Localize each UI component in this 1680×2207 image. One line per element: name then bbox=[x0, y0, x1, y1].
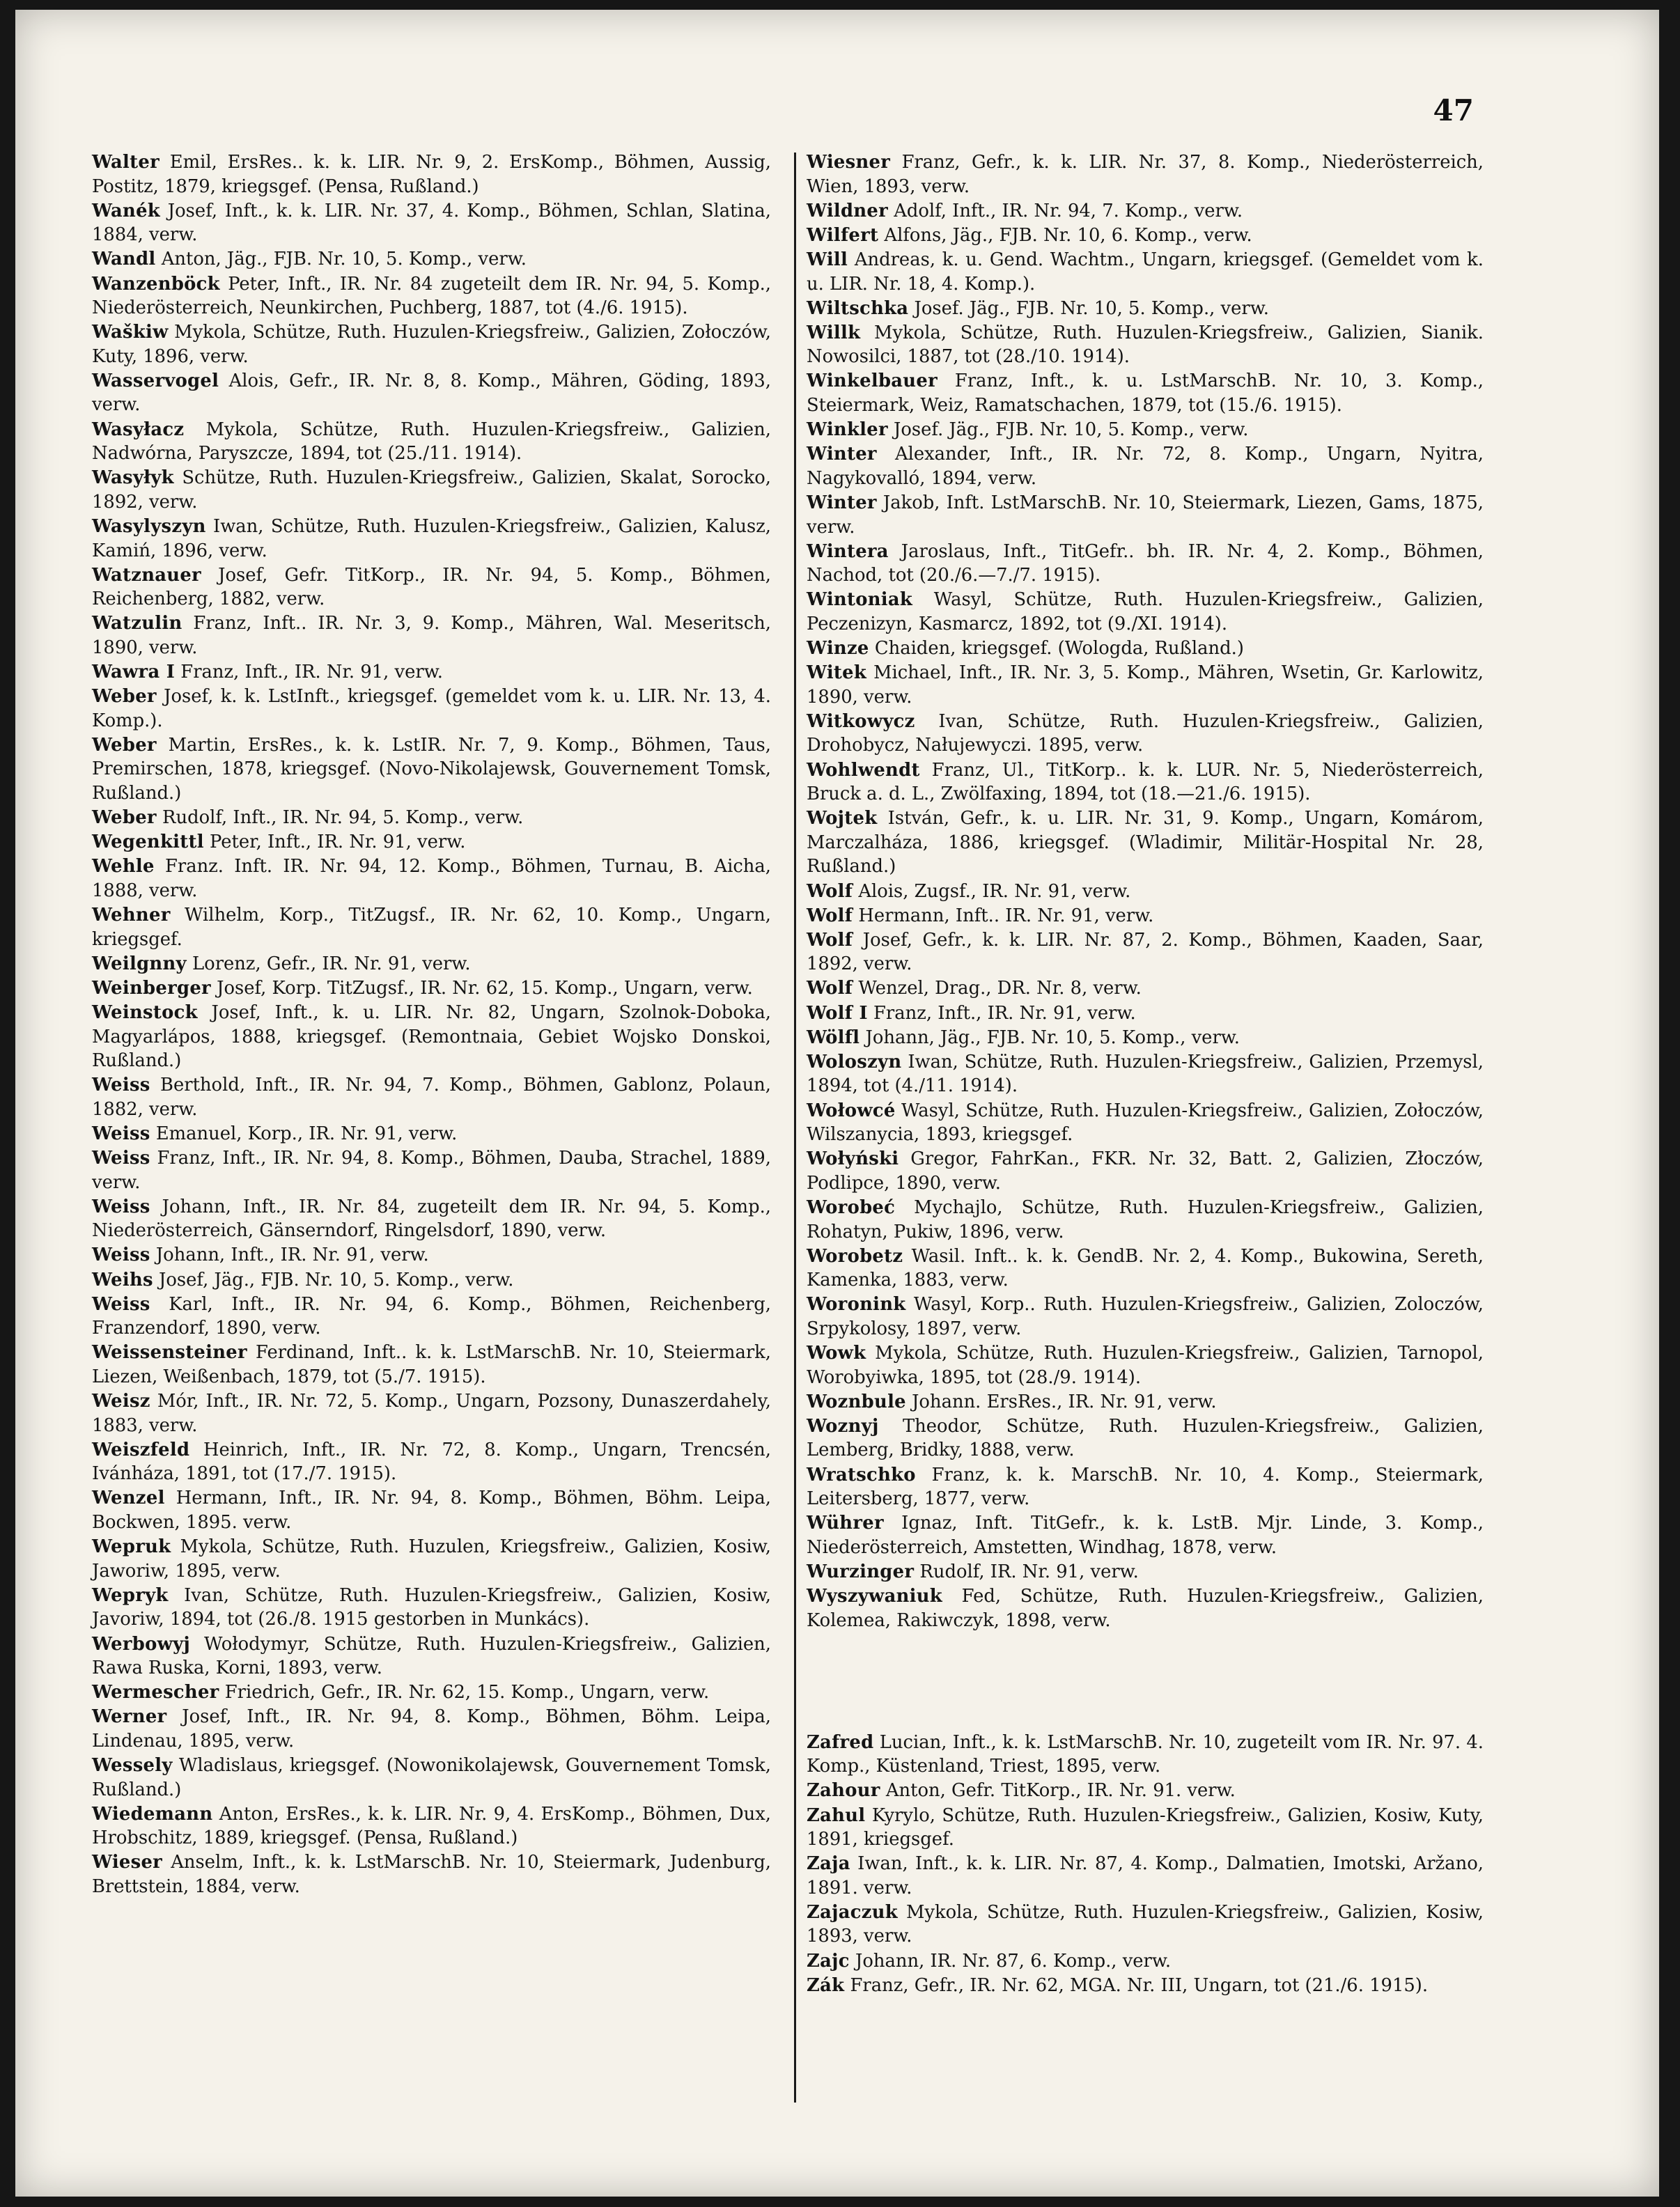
register-entry bbox=[92, 806, 771, 830]
entry-surname: Wepruk bbox=[92, 1536, 171, 1558]
entry-details: Ferdinand, Inft.. k. k. LstMarschB. Nr. 10, Steiermark, Liezen, Weißenbach, 1879, tot (5./7. 1915). bbox=[92, 1342, 771, 1387]
entry-details: Franz. Inft. IR. Nr. 94, 12. Komp., Böhmen, Turnau, B. Aicha, 1888, verw. bbox=[92, 856, 771, 901]
register-entry bbox=[807, 1804, 1484, 1852]
entry-surname: Wolf bbox=[807, 880, 853, 902]
register-entry bbox=[92, 903, 771, 951]
entry-details: Gregor, FahrKan., FKR. Nr. 32, Batt. 2, Galizien, Złoczów, Podlipce, 1890, verw. bbox=[807, 1148, 1484, 1194]
entry-details: Andreas, k. u. Gend. Wachtm., Ungarn, kriegsgef. (Gemeldet vom k. u. LIR. Nr. 18, 4. Komp.). bbox=[807, 249, 1484, 295]
entry-details: Johann, Inft., IR. Nr. 84, zugeteilt dem IR. Nr. 94, 5. Komp., Niederösterreich, Gänserndorf, Ringelsdorf, 1890, verw. bbox=[92, 1196, 771, 1242]
entry-surname: Waškiw bbox=[92, 322, 169, 343]
register-entry bbox=[92, 1802, 771, 1850]
entry-surname: Wilfert bbox=[807, 224, 879, 246]
entry-surname: Wasylyszyn bbox=[92, 515, 206, 537]
register-entry bbox=[807, 710, 1484, 758]
entry-surname: Weber bbox=[92, 686, 157, 708]
entry-details: Franz, Inft., k. u. LstMarschB. Nr. 10, 3. Komp., Steiermark, Weiz, Ramatschachen, 1879, tot (15./6. 1915). bbox=[807, 371, 1484, 416]
entry-surname: Wasservogel bbox=[92, 370, 219, 391]
entry-details: Wołodymyr, Schütze, Ruth. Huzulen-Kriegsfreiw., Galizien, Rawa Ruska, Korni, 1893, verw. bbox=[92, 1633, 771, 1679]
register-entry bbox=[807, 1901, 1484, 1949]
entry-details: Michael, Inft., IR. Nr. 3, 5. Komp., Mähren, Wsetin, Gr. Karlowitz, 1890, verw. bbox=[807, 662, 1484, 708]
entry-details: Mychajlo, Schütze, Ruth. Huzulen-Kriegsfreiw., Galizien, Rohatyn, Pukiw, 1896, verw. bbox=[807, 1196, 1484, 1242]
entry-surname: Wintera bbox=[807, 540, 889, 562]
entry-surname: Weisz bbox=[92, 1391, 150, 1412]
entry-details: Fed, Schütze, Ruth. Huzulen-Kriegsfreiw., Galizien, Kolemea, Rakiwczyk, 1898, verw. bbox=[807, 1586, 1484, 1631]
register-entry bbox=[807, 321, 1484, 369]
register-entry bbox=[92, 1122, 771, 1146]
entry-details: Hermann, Inft., IR. Nr. 94, 8. Komp., Böhmen, Böhm. Leipa, Bockwen, 1895. verw. bbox=[92, 1488, 771, 1534]
entry-details: Martin, ErsRes., k. k. LstIR. Nr. 7, 9. Komp., Böhmen, Taus, Premirschen, 1878, kriegsgef. (Novo-Nikolajewsk, Gouvernement Tomsk, Rußland.) bbox=[92, 734, 771, 804]
entry-surname: Wohlwendt bbox=[807, 759, 920, 781]
entry-surname: Wołowcé bbox=[807, 1100, 896, 1121]
register-entry bbox=[807, 758, 1484, 806]
entry-surname: Witkowycz bbox=[807, 710, 915, 732]
entry-surname: Winkler bbox=[807, 419, 888, 441]
register-entry bbox=[92, 418, 771, 466]
entry-surname: Woloszyn bbox=[807, 1051, 902, 1073]
register-entry bbox=[807, 1001, 1484, 1026]
page-number: 47 bbox=[1433, 93, 1474, 127]
entry-surname: Wehner bbox=[92, 905, 171, 926]
register-entry bbox=[807, 588, 1484, 636]
register-entry bbox=[92, 685, 771, 733]
entry-surname: Weissensteiner bbox=[92, 1342, 247, 1364]
register-entry bbox=[92, 247, 771, 272]
register-entry bbox=[92, 1680, 771, 1705]
entry-details: Josef. Jäg., FJB. Nr. 10, 5. Komp., verw. bbox=[887, 419, 1249, 441]
entry-details: Iwan, Schütze, Ruth. Huzulen-Kriegsfreiw., Galizien, Kalusz, Kamiń, 1896, verw. bbox=[92, 515, 771, 561]
entry-surname: Weinberger bbox=[92, 977, 211, 999]
entry-surname: Zahour bbox=[807, 1780, 880, 1802]
register-entry bbox=[807, 1584, 1484, 1632]
entry-surname: Will bbox=[807, 249, 848, 270]
entry-surname: Werner bbox=[92, 1706, 167, 1728]
entry-surname: Zafred bbox=[807, 1731, 874, 1753]
entry-surname: Witek bbox=[807, 662, 867, 684]
entry-details: Jakob, Inft. LstMarschB. Nr. 10, Steiermark, Liezen, Gams, 1875, verw. bbox=[807, 492, 1484, 538]
entry-surname: Weiss bbox=[92, 1196, 150, 1217]
entry-details: Lucian, Inft., k. k. LstMarschB. Nr. 10, zugeteilt vom IR. Nr. 97. 4. Komp., Küstenland, Triest, 1895, verw. bbox=[807, 1731, 1484, 1777]
entry-surname: Zák bbox=[807, 1974, 845, 1996]
register-entry bbox=[807, 880, 1484, 904]
entry-details: Johann, Inft., IR. Nr. 91, verw. bbox=[150, 1245, 429, 1266]
register-entry bbox=[92, 660, 771, 685]
entry-details: Schütze, Ruth. Huzulen-Kriegsfreiw., Galizien, Skalat, Sorocko, 1892, verw. bbox=[92, 467, 771, 513]
register-entry bbox=[807, 418, 1484, 442]
entry-details: Emil, ErsRes.. k. k. LIR. Nr. 9, 2. ErsKomp., Böhmen, Aussig, Postitz, 1879, kriegsgef. (Pensa, Rußland.) bbox=[92, 152, 771, 197]
entry-surname: Wolf bbox=[807, 905, 853, 926]
register-entry bbox=[807, 1779, 1484, 1803]
entry-details: Peter, Inft., IR. Nr. 84 zugeteilt dem IR. Nr. 94, 5. Komp., Niederösterreich, Neunkirchen, Puchberg, 1887, tot (4./6. 1915). bbox=[92, 273, 771, 319]
entry-details: Josef, Korp. TitZugsf., IR. Nr. 62, 15. Komp., Ungarn, verw. bbox=[210, 977, 753, 999]
entry-surname: Watzulin bbox=[92, 613, 182, 634]
entry-surname: Weiss bbox=[92, 1075, 150, 1096]
right-z-entries bbox=[807, 1731, 1484, 1998]
register-entry bbox=[807, 297, 1484, 321]
entry-details: Franz, Gefr., IR. Nr. 62, MGA. Nr. III, Ungarn, tot (21./6. 1915). bbox=[844, 1974, 1429, 1996]
entry-details: István, Gefr., k. u. LIR. Nr. 31, 9. Komp., Ungarn, Komárom, Marczalháza, 1886, kriegsgef. (Wladimir, Militär-Hospital Nr. 28, Rußland.) bbox=[807, 808, 1484, 878]
entry-surname: Wawra I bbox=[92, 662, 176, 683]
entry-surname: Worobetz bbox=[807, 1245, 903, 1267]
entry-surname: Zahul bbox=[807, 1804, 866, 1826]
entry-surname: Wowk bbox=[807, 1343, 866, 1364]
entry-details: Iwan, Schütze, Ruth. Huzulen-Kriegsfreiw., Galizien, Przemysl, 1894, tot (4./11. 1914). bbox=[807, 1051, 1484, 1097]
register-entry bbox=[807, 1341, 1484, 1389]
entry-surname: Winter bbox=[807, 492, 877, 513]
entry-details: Franz, Inft., IR. Nr. 94, 8. Komp., Böhmen, Dauba, Strachel, 1889, verw. bbox=[92, 1148, 771, 1193]
entry-surname: Weiss bbox=[92, 1245, 150, 1266]
entry-details: Josef, Gefr. TitKorp., IR. Nr. 94, 5. Komp., Böhmen, Reichenberg, 1882, verw. bbox=[92, 564, 771, 610]
register-entry bbox=[807, 224, 1484, 248]
register-entry bbox=[807, 1414, 1484, 1463]
entry-surname: Zajaczuk bbox=[807, 1901, 898, 1923]
right-column bbox=[807, 150, 1484, 1998]
entry-surname: Werbowyj bbox=[92, 1633, 191, 1655]
entry-surname: Wildner bbox=[807, 200, 889, 221]
register-entry bbox=[92, 733, 771, 806]
entry-details: Anton, Gefr. TitKorp., IR. Nr. 91. verw. bbox=[880, 1780, 1236, 1802]
entry-surname: Wanék bbox=[92, 200, 160, 221]
register-entry bbox=[92, 272, 771, 320]
entry-details: Mykola, Schütze, Ruth. Huzulen-Kriegsfreiw., Galizien, Kosiw, 1893, verw. bbox=[807, 1901, 1484, 1947]
register-entry bbox=[92, 1341, 771, 1389]
entry-details: Mykola, Schütze, Ruth. Huzulen-Kriegsfreiw., Galizien, Nadwórna, Paryszcze, 1894, tot (25./11. 1914). bbox=[92, 419, 771, 465]
entry-details: Franz, Ul., TitKorp.. k. k. LUR. Nr. 5, Niederösterreich, Bruck a. d. L., Zwölfaxing, 1894, tot (18.—21./6. 1915). bbox=[807, 759, 1484, 805]
right-w-entries bbox=[807, 150, 1484, 1632]
entry-details: Franz, k. k. MarschB. Nr. 10, 4. Komp., Steiermark, Leitersberg, 1877, verw. bbox=[807, 1464, 1484, 1510]
entry-details: Josef, k. k. LstInft., kriegsgef. (gemeldet vom k. u. LIR. Nr. 13, 4. Komp.). bbox=[92, 686, 771, 731]
section-gap bbox=[807, 1633, 1484, 1731]
entry-details: Anton, ErsRes., k. k. LIR. Nr. 9, 4. ErsKomp., Böhmen, Dux, Hrobschitz, 1889, kriegsgef. (Pensa, Rußland.) bbox=[92, 1803, 771, 1849]
entry-details: Wladislaus, kriegsgef. (Nowonikolajewsk, Gouvernement Tomsk, Rußland.) bbox=[92, 1755, 771, 1800]
register-entry bbox=[807, 1731, 1484, 1779]
entry-surname: Weber bbox=[92, 734, 157, 756]
entry-details: Mykola, Schütze, Ruth. Huzulen-Kriegsfreiw., Galizien, Tarnopol, Worobyiwka, 1895, tot (28./9. 1914). bbox=[807, 1343, 1484, 1388]
entry-surname: Weinstock bbox=[92, 1002, 198, 1024]
register-entry bbox=[807, 1463, 1484, 1511]
register-entry bbox=[807, 1560, 1484, 1584]
entry-details: Josef. Jäg., FJB. Nr. 10, 5. Komp., verw. bbox=[908, 297, 1269, 319]
register-entry bbox=[807, 1099, 1484, 1147]
register-entry bbox=[807, 1147, 1484, 1195]
register-entry bbox=[92, 515, 771, 563]
entry-details: Ignaz, Inft. TitGefr., k. k. LstB. Mjr. Linde, 3. Komp., Niederösterreich, Amstetten, Windhag, 1878, verw. bbox=[807, 1513, 1484, 1558]
entry-details: Mykola, Schütze, Ruth. Huzulen-Kriegsfreiw., Galizien, Sianik. Nowosilci, 1887, tot (28./10. 1914). bbox=[807, 322, 1484, 368]
register-entry bbox=[92, 1389, 771, 1437]
entry-surname: Wiedemann bbox=[92, 1803, 213, 1825]
entry-details: Alfons, Jäg., FJB. Nr. 10, 6. Komp., verw. bbox=[878, 224, 1252, 246]
register-entry bbox=[807, 1852, 1484, 1900]
entry-surname: Walter bbox=[92, 152, 160, 173]
register-entry bbox=[807, 1511, 1484, 1559]
entry-details: Wasyl, Schütze, Ruth. Huzulen-Kriegsfreiw., Galizien, Zołoczów, Wilszanycia, 1893, kriegsgef. bbox=[807, 1100, 1484, 1146]
register-entry bbox=[92, 369, 771, 417]
entry-surname: Wiltschka bbox=[807, 297, 909, 319]
entry-details: Iwan, Inft., k. k. LIR. Nr. 87, 4. Komp., Dalmatien, Imotski, Aržano, 1891. verw. bbox=[807, 1853, 1484, 1898]
entry-surname: Wratschko bbox=[807, 1464, 916, 1485]
entry-details: Wenzel, Drag., DR. Nr. 8, verw. bbox=[853, 978, 1142, 999]
entry-surname: Wegenkittl bbox=[92, 832, 204, 853]
entry-details: Wasil. Inft.. k. k. GendB. Nr. 2, 4. Komp., Bukowina, Sereth, Kamenka, 1883, verw. bbox=[807, 1245, 1484, 1291]
entry-details: Franz, Inft.. IR. Nr. 3, 9. Komp., Mähren, Wal. Meseritsch, 1890, verw. bbox=[92, 613, 771, 658]
entry-details: Alois, Zugsf., IR. Nr. 91, verw. bbox=[853, 880, 1131, 902]
register-entry bbox=[92, 466, 771, 514]
register-entry bbox=[807, 150, 1484, 198]
register-entry bbox=[92, 1754, 771, 1802]
entry-surname: Wintoniak bbox=[807, 589, 913, 611]
entry-surname: Wepryk bbox=[92, 1584, 169, 1606]
register-entry bbox=[92, 611, 771, 660]
entry-surname: Watznauer bbox=[92, 564, 201, 586]
register-entry bbox=[92, 563, 771, 611]
entry-surname: Wolf bbox=[807, 929, 853, 951]
register-entry bbox=[92, 1146, 771, 1194]
register-entry bbox=[807, 1390, 1484, 1414]
entry-surname: Woronink bbox=[807, 1294, 906, 1316]
register-entry bbox=[807, 540, 1484, 588]
entry-details: Jaroslaus, Inft., TitGefr.. bh. IR. Nr. 4, 2. Komp., Böhmen, Nachod, tot (20./6.—7./7. 1915). bbox=[807, 540, 1484, 586]
register-entry bbox=[92, 1850, 771, 1898]
register-entry bbox=[807, 1026, 1484, 1050]
register-entry bbox=[807, 1245, 1484, 1293]
register-entry bbox=[807, 491, 1484, 539]
entry-details: Josef, Inft., IR. Nr. 94, 8. Komp., Böhmen, Böhm. Leipa, Lindenau, 1895, verw. bbox=[92, 1706, 771, 1752]
entry-surname: Winter bbox=[807, 444, 877, 465]
entry-surname: Wanzenböck bbox=[92, 273, 220, 295]
entry-surname: Wenzel bbox=[92, 1488, 165, 1509]
register-entry bbox=[807, 1974, 1484, 1998]
entry-surname: Willk bbox=[807, 322, 861, 343]
entry-surname: Wasyłyk bbox=[92, 467, 174, 489]
entry-surname: Wolf I bbox=[807, 1002, 868, 1024]
entry-surname: Wojtek bbox=[807, 808, 878, 829]
register-entry bbox=[92, 855, 771, 903]
entry-surname: Woznyj bbox=[807, 1415, 879, 1437]
entry-surname: Wołyński bbox=[807, 1148, 899, 1170]
register-entry bbox=[807, 637, 1484, 661]
register-entry bbox=[92, 1584, 771, 1632]
register-entry bbox=[807, 442, 1484, 490]
entry-details: Hermann, Inft.. IR. Nr. 91, verw. bbox=[853, 905, 1154, 926]
column-divider bbox=[794, 153, 796, 2103]
register-entry bbox=[92, 1438, 771, 1486]
register-entry bbox=[92, 1632, 771, 1680]
entry-surname: Woznbule bbox=[807, 1391, 906, 1412]
register-entry bbox=[92, 830, 771, 855]
entry-surname: Weiss bbox=[92, 1293, 150, 1315]
entry-details: Ivan, Schütze, Ruth. Huzulen-Kriegsfreiw., Galizien, Kosiw, Javoriw, 1894, tot (26./8. 1915 gestorben in Munkács). bbox=[92, 1584, 771, 1630]
register-entry bbox=[92, 1268, 771, 1293]
register-entry bbox=[807, 928, 1484, 976]
entry-details: Josef, Gefr., k. k. LIR. Nr. 87, 2. Komp., Böhmen, Kaaden, Saar, 1892, verw. bbox=[807, 929, 1484, 975]
entry-details: Josef, Inft., k. u. LIR. Nr. 82, Ungarn, Szolnok-Doboka, Magyarlápos, 1888, kriegsgef. (Remontnaia, Gebiet Wojsko Donskoi, Rußland.) bbox=[92, 1002, 771, 1072]
entry-details: Josef, Jäg., FJB. Nr. 10, 5. Komp., verw. bbox=[153, 1269, 514, 1290]
entry-surname: Wyszywaniuk bbox=[807, 1586, 942, 1607]
entry-details: Alexander, Inft., IR. Nr. 72, 8. Komp., Ungarn, Nyitra, Nagykovalló, 1894, verw. bbox=[807, 444, 1484, 489]
register-entry bbox=[92, 1293, 771, 1341]
entry-surname: Weber bbox=[92, 807, 157, 829]
entry-details: Franz, Inft., IR. Nr. 91, verw. bbox=[867, 1002, 1136, 1024]
entry-details: Anselm, Inft., k. k. LstMarschB. Nr. 10, Steiermark, Judenburg, Brettstein, 1884, verw. bbox=[92, 1852, 771, 1897]
register-entry bbox=[92, 199, 771, 247]
entry-details: Josef, Inft., k. k. LIR. Nr. 37, 4. Komp., Böhmen, Schlan, Slatina, 1884, verw. bbox=[92, 200, 771, 246]
entry-details: Adolf, Inft., IR. Nr. 94, 7. Komp., verw. bbox=[888, 200, 1243, 221]
register-entry bbox=[807, 369, 1484, 417]
register-entry bbox=[807, 661, 1484, 709]
register-entry bbox=[807, 1050, 1484, 1098]
entry-surname: Weihs bbox=[92, 1269, 153, 1290]
register-entry bbox=[92, 1195, 771, 1243]
entry-details: Friedrich, Gefr., IR. Nr. 62, 15. Komp., Ungarn, verw. bbox=[219, 1682, 710, 1703]
entry-details: Lorenz, Gefr., IR. Nr. 91, verw. bbox=[186, 953, 471, 974]
entry-details: Peter, Inft., IR. Nr. 91, verw. bbox=[203, 832, 466, 853]
entry-details: Johann, Jäg., FJB. Nr. 10, 5. Komp., verw. bbox=[860, 1027, 1240, 1048]
register-entry bbox=[807, 976, 1484, 1001]
register-entry bbox=[92, 1073, 771, 1121]
entry-surname: Wermescher bbox=[92, 1682, 219, 1703]
entry-details: Berthold, Inft., IR. Nr. 94, 7. Komp., Böhmen, Gablonz, Polaun, 1882, verw. bbox=[92, 1075, 771, 1120]
entry-details: Theodor, Schütze, Ruth. Huzulen-Kriegsfreiw., Galizien, Lemberg, Bridky, 1888, verw. bbox=[807, 1415, 1484, 1461]
entry-surname: Zaja bbox=[807, 1853, 850, 1875]
entry-details: Kyrylo, Schütze, Ruth. Huzulen-Kriegsfreiw., Galizien, Kosiw, Kuty, 1891, kriegsgef. bbox=[807, 1804, 1484, 1850]
register-entry bbox=[92, 1535, 771, 1583]
left-column bbox=[92, 150, 771, 1899]
entry-surname: Weiszfeld bbox=[92, 1439, 190, 1460]
entry-details: Wasyl, Korp.. Ruth. Huzulen-Kriegsfreiw., Galizien, Zoloczów, Srpykolosy, 1897, verw. bbox=[807, 1294, 1484, 1339]
register-entry bbox=[807, 199, 1484, 224]
entry-details: Wasyl, Schütze, Ruth. Huzulen-Kriegsfreiw., Galizien, Peczenizyn, Kasmarcz, 1892, tot (9./XI. 1914). bbox=[807, 589, 1484, 634]
entry-surname: Weilgnny bbox=[92, 953, 187, 974]
entry-surname: Worobeć bbox=[807, 1196, 896, 1218]
entry-surname: Wolf bbox=[807, 978, 853, 999]
register-entry bbox=[92, 1486, 771, 1534]
register-entry bbox=[92, 1243, 771, 1268]
entry-surname: Wölfl bbox=[807, 1027, 860, 1048]
register-entry bbox=[92, 150, 771, 198]
register-entry bbox=[92, 1001, 771, 1073]
entry-surname: Zajc bbox=[807, 1950, 850, 1972]
entry-surname: Wurzinger bbox=[807, 1561, 915, 1582]
entry-surname: Wieser bbox=[92, 1852, 163, 1873]
entry-details: Franz, Gefr., k. k. LIR. Nr. 37, 8. Komp., Niederösterreich, Wien, 1893, verw. bbox=[807, 152, 1484, 197]
register-entry bbox=[92, 320, 771, 368]
entry-details: Mykola, Schütze, Ruth. Huzulen, Kriegsfreiw., Galizien, Kosiw, Jaworiw, 1895, verw. bbox=[92, 1536, 771, 1582]
register-entry bbox=[92, 1705, 771, 1753]
entry-details: Chaiden, kriegsgef. (Wologda, Rußland.) bbox=[869, 638, 1244, 660]
entry-details: Rudolf, Inft., IR. Nr. 94, 5. Komp., verw. bbox=[156, 807, 524, 829]
register-entry bbox=[92, 952, 771, 976]
entry-details: Heinrich, Inft., IR. Nr. 72, 8. Komp., Ungarn, Trencsén, Ivánháza, 1891, tot (17./7. 1915). bbox=[92, 1439, 771, 1485]
entry-details: Johann, IR. Nr. 87, 6. Komp., verw. bbox=[849, 1950, 1172, 1972]
entry-details: Anton, Jäg., FJB. Nr. 10, 5. Komp., verw. bbox=[155, 249, 527, 270]
entry-surname: Winze bbox=[807, 638, 869, 660]
entry-details: Wilhelm, Korp., TitZugsf., IR. Nr. 62, 10. Komp., Ungarn, kriegsgef. bbox=[92, 905, 771, 950]
register-entry bbox=[807, 904, 1484, 928]
register-entry bbox=[807, 1293, 1484, 1341]
entry-surname: Winkelbauer bbox=[807, 371, 938, 392]
register-entry bbox=[92, 976, 771, 1001]
entry-details: Rudolf, IR. Nr. 91, verw. bbox=[914, 1561, 1139, 1582]
entry-details: Mór, Inft., IR. Nr. 72, 5. Komp., Ungarn, Pozsony, Dunaszerdahely, 1883, verw. bbox=[92, 1391, 771, 1436]
entry-surname: Weiss bbox=[92, 1148, 150, 1169]
entry-details: Ivan, Schütze, Ruth. Huzulen-Kriegsfreiw., Galizien, Drohobycz, Nałujewyczi. 1895, verw. bbox=[807, 710, 1484, 756]
entry-details: Franz, Inft., IR. Nr. 91, verw. bbox=[175, 662, 443, 683]
entry-surname: Wiesner bbox=[807, 152, 891, 173]
entry-surname: Wessely bbox=[92, 1755, 173, 1777]
entry-surname: Wehle bbox=[92, 856, 155, 878]
entry-details: Johann. ErsRes., IR. Nr. 91, verw. bbox=[905, 1391, 1217, 1412]
entry-details: Alois, Gefr., IR. Nr. 8, 8. Komp., Mähren, Göding, 1893, verw. bbox=[92, 370, 771, 416]
register-entry bbox=[807, 248, 1484, 296]
register-entry bbox=[807, 1196, 1484, 1244]
entry-surname: Weiss bbox=[92, 1123, 150, 1144]
entry-surname: Wandl bbox=[92, 249, 156, 270]
entry-surname: Wasyłacz bbox=[92, 419, 185, 440]
entry-details: Emanuel, Korp., IR. Nr. 91, verw. bbox=[150, 1123, 458, 1144]
entry-surname: Wührer bbox=[807, 1513, 884, 1534]
entry-details: Karl, Inft., IR. Nr. 94, 6. Komp., Böhmen, Reichenberg, Franzendorf, 1890, verw. bbox=[92, 1293, 771, 1339]
entry-details: Mykola, Schütze, Ruth. Huzulen-Kriegsfreiw., Galizien, Zołoczów, Kuty, 1896, verw. bbox=[92, 322, 771, 367]
register-entry bbox=[807, 806, 1484, 879]
register-entry bbox=[807, 1949, 1484, 1974]
book-page bbox=[15, 10, 1659, 2197]
